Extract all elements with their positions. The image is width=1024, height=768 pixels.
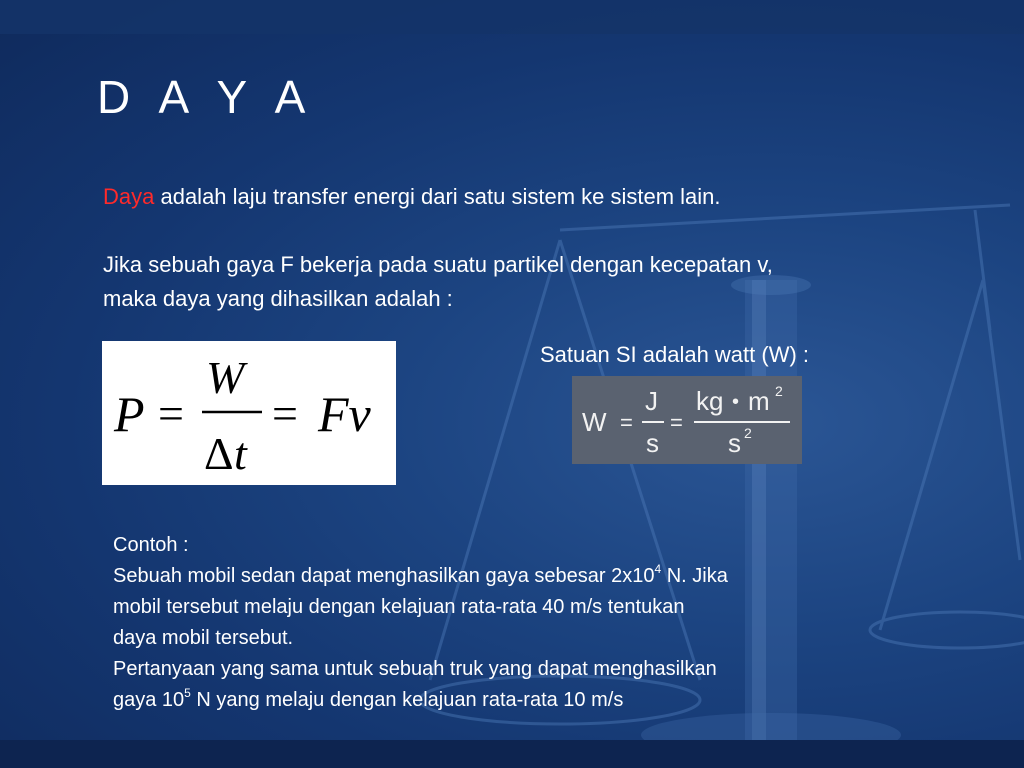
bottom-band (0, 740, 1024, 768)
formula-delta: Δ (204, 428, 234, 479)
intro-paragraph (103, 248, 773, 316)
definition-paragraph (103, 180, 721, 214)
definition-term: Daya (103, 184, 155, 209)
power-formula (102, 341, 396, 485)
unit-equals-2: = (670, 410, 683, 435)
formula-equals-1: = (158, 388, 184, 439)
unit-frac2-num-kg: kg (696, 386, 724, 416)
unit-lhs: W (582, 407, 607, 437)
unit-frac1-num: J (645, 386, 658, 416)
example-line: daya mobil tersebut. (113, 627, 294, 649)
intro-line: maka daya yang dihasilkan adalah : (103, 286, 453, 311)
slide-title: D A Y A (97, 71, 315, 123)
unit-frac2-den-exp: 2 (744, 425, 752, 441)
example-line-text: N yang melaju dengan kelajuan rata-rata 10 m/s (190, 689, 624, 711)
example-line: Pertanyaan yang sama untuk sebuah truk yang dapat menghasilkan (113, 658, 717, 680)
example-line (113, 561, 933, 592)
formula-numerator: W (206, 352, 245, 403)
example-line-text: N. Jika (661, 565, 728, 587)
unit-frac2-num-exp: 2 (775, 383, 783, 399)
exponent: 5 (184, 686, 191, 700)
example-line-text: gaya 10 (113, 689, 185, 711)
watt-unit-formula (572, 376, 802, 464)
example-section (113, 530, 933, 716)
definition-text: adalah laju transfer energi dari satu sistem ke sistem lain. (154, 184, 721, 209)
formula-rhs: Fv (318, 386, 371, 442)
formula-equals-2: = (272, 388, 298, 439)
unit-frac1-den: s (646, 428, 659, 458)
formula-denominator: t (234, 428, 247, 479)
unit-frac2-num-m: m (748, 386, 770, 416)
unit-frac2-den: s (728, 428, 741, 458)
example-line: mobil tersebut melaju dengan kelajuan rata-rata 40 m/s tentukan (113, 596, 685, 618)
unit-equals-1: = (620, 410, 633, 435)
unit-frac2-dot: • (732, 391, 740, 413)
example-line (113, 685, 933, 716)
intro-line: Jika sebuah gaya F bekerja pada suatu partikel dengan kecepatan v, (103, 252, 773, 277)
example-line-text: Sebuah mobil sedan dapat menghasilkan gaya sebesar 2x10 (113, 565, 655, 587)
formula-lhs: P (114, 386, 145, 442)
si-unit-label: Satuan SI adalah watt (W) : (540, 342, 810, 367)
exponent: 4 (654, 562, 662, 576)
example-heading: Contoh : (113, 534, 189, 556)
